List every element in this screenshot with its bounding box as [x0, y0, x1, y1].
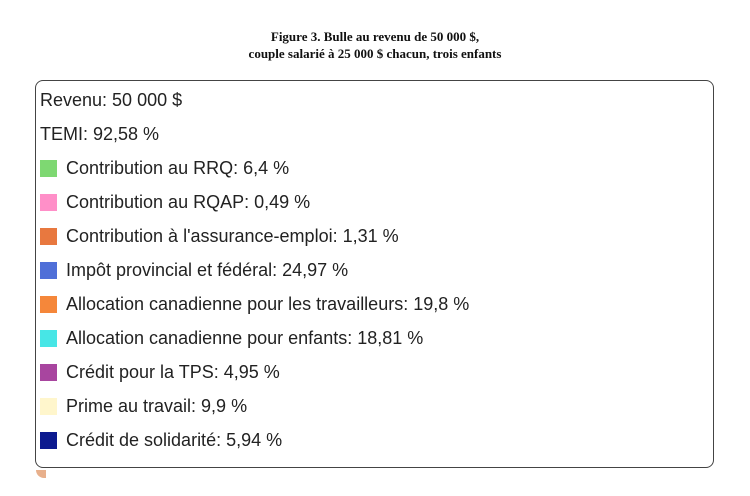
series-swatch	[40, 262, 57, 279]
tooltip-series-row	[40, 289, 469, 319]
tooltip-series-row	[40, 391, 247, 421]
series-swatch	[40, 228, 57, 245]
series-label: Contribution au RRQ: 6,4 %	[66, 158, 290, 178]
series-swatch	[40, 296, 57, 313]
tooltip-series-row	[40, 255, 348, 285]
tooltip-income-label: Revenu: 50 000 $	[40, 90, 183, 110]
tooltip-series-row	[40, 323, 423, 353]
tooltip-accent-strip	[36, 470, 46, 478]
series-swatch	[40, 194, 57, 211]
chart-title: Figure 3. Bulle au revenu de 50 000 $,	[270, 29, 480, 44]
series-label: Contribution au RQAP: 0,49 %	[66, 192, 311, 212]
series-label: Contribution à l'assurance-emploi: 1,31 %	[66, 226, 399, 246]
series-label: Crédit pour la TPS: 4,95 %	[66, 362, 280, 382]
tooltip-series-row	[40, 153, 289, 183]
tooltip-series-row	[40, 425, 282, 455]
series-swatch	[40, 364, 57, 381]
series-label: Allocation canadienne pour les travailleurs: 19,8 %	[66, 294, 470, 314]
tooltip-income	[40, 85, 182, 115]
series-label: Impôt provincial et fédéral: 24,97 %	[66, 260, 349, 280]
chart-subtitle: couple salarié à 25 000 $ chacun, trois enfants	[248, 46, 502, 61]
tooltip-series-row	[40, 187, 310, 217]
chart-title-block	[0, 28, 750, 62]
tooltip-temi	[40, 119, 159, 149]
series-swatch	[40, 432, 57, 449]
series-label: Crédit de solidarité: 5,94 %	[66, 430, 283, 450]
series-label: Prime au travail: 9,9 %	[66, 396, 248, 416]
tooltip-temi-label: TEMI: 92,58 %	[40, 124, 160, 144]
series-swatch	[40, 398, 57, 415]
series-swatch	[40, 160, 57, 177]
tooltip-series-row	[40, 357, 280, 387]
series-label: Allocation canadienne pour enfants: 18,81 %	[66, 328, 424, 348]
tooltip-series-row	[40, 221, 399, 251]
series-swatch	[40, 330, 57, 347]
